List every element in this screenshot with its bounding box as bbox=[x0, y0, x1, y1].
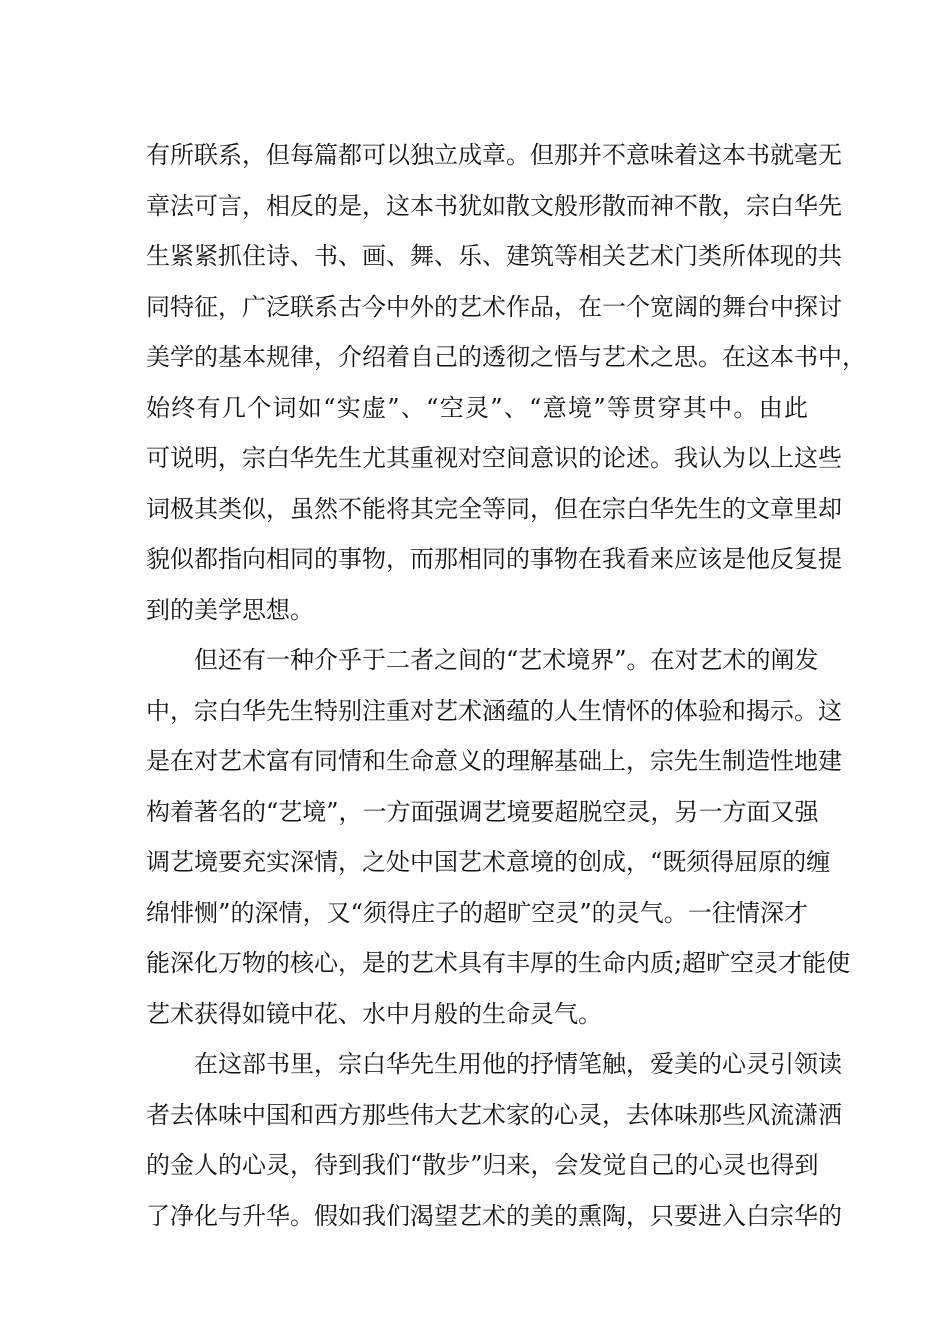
text-line: 构着著名的“艺境”，一方面强调艺境要超脱空灵，另一方面又强 bbox=[146, 797, 819, 826]
text-line: 在这部书里，宗白华先生用他的抒情笔触，爱美的心灵引领读 bbox=[194, 1050, 842, 1078]
text-line: 生紧紧抓住诗、书、画、舞、乐、建筑等相关艺术门类所体现的共 bbox=[146, 242, 842, 270]
text-line: 词极其类似，虽然不能将其完全等同，但在宗白华先生的文章里却 bbox=[146, 494, 842, 523]
paragraph-3 bbox=[146, 1039, 842, 1241]
text-line: 绵悱恻”的深情，又“须得庄子的超旷空灵”的灵气。一往情深才 bbox=[146, 898, 808, 927]
text-line: 是在对艺术富有同情和生命意义的理解基础上，宗先生制造性地建 bbox=[146, 747, 842, 775]
text-line: 中，宗白华先生特别注重对艺术涵蕴的人生情怀的体验和揭示。这 bbox=[146, 696, 842, 725]
text-line: 有所联系，但每篇都可以独立成章。但那并不意味着这本书就毫无 bbox=[146, 141, 842, 169]
text-line: 始终有几个词如“实虚”、“空灵”、“意境”等贯穿其中。由此 bbox=[146, 393, 808, 422]
paragraph-2 bbox=[146, 635, 851, 1039]
body-text bbox=[146, 130, 866, 1241]
text-line: 同特征，广泛联系古今中外的艺术作品，在一个宽阔的舞台中探讨 bbox=[146, 292, 842, 321]
text-line: 能深化万物的核心，是的艺术具有丰厚的生命内质;超旷空灵才能使 bbox=[146, 949, 851, 977]
text-line: 了净化与升华。假如我们渴望艺术的美的熏陶，只要进入白宗华的 bbox=[146, 1201, 842, 1230]
text-line: 的金人的心灵，待到我们“散步”归来，会发觉自己的心灵也得到 bbox=[146, 1151, 819, 1179]
text-line: 可说明，宗白华先生尤其重视对空间意识的论述。我认为以上这些 bbox=[146, 444, 842, 472]
paragraph-1 bbox=[146, 130, 866, 635]
text-line: 但还有一种介乎于二者之间的“艺术境界”。在对艺术的阐发 bbox=[194, 646, 819, 674]
text-line: 者去体味中国和西方那些伟大艺术家的心灵，去体味那些风流潇洒 bbox=[146, 1100, 842, 1129]
text-line: 到的美学思想。 bbox=[146, 595, 314, 624]
text-line: 章法可言，相反的是，这本书犹如散文般形散而神不散，宗白华先 bbox=[146, 191, 842, 220]
text-line: 艺术获得如镜中花、水中月般的生命灵气。 bbox=[146, 999, 602, 1028]
text-line: 美学的基本规律，介绍着自己的透彻之悟与艺术之思。在这本书中， bbox=[146, 343, 866, 371]
text-line: 貌似都指向相同的事物，而那相同的事物在我看来应该是他反复提 bbox=[146, 545, 842, 573]
text-line: 调艺境要充实深情，之处中国艺术意境的创成，“既须得屈原的缠 bbox=[146, 848, 831, 876]
